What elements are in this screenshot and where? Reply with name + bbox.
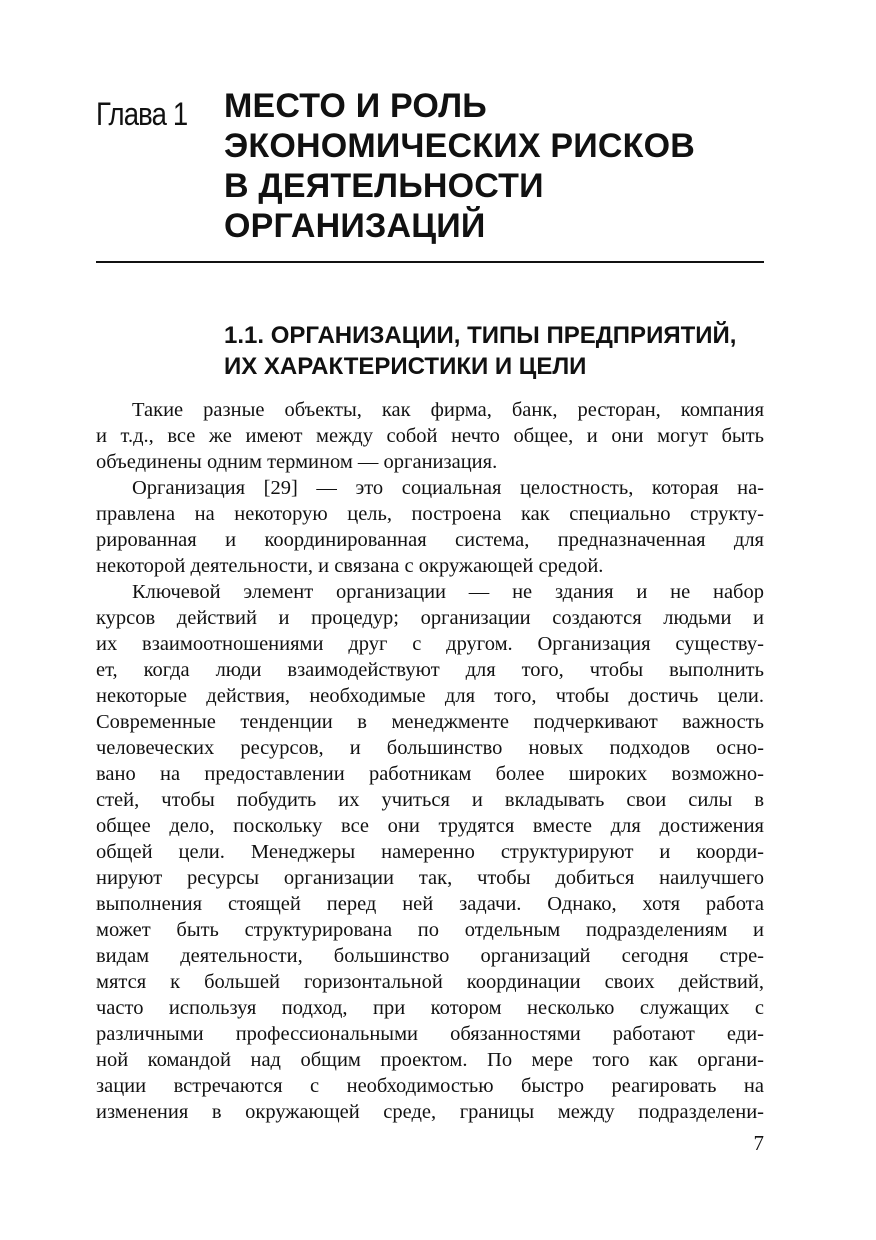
chapter-header — [96, 86, 764, 262]
text-line: Такие разные объекты, как фирма, банк, ресторан, компания — [132, 399, 764, 421]
text-line: зации встречаются с необходимостью быстро реагировать на — [96, 1075, 764, 1097]
chapter-title-line: МЕСТО И РОЛЬ — [224, 87, 487, 125]
text-line: их взаимоотношениями друг с другом. Организация существу- — [96, 633, 764, 655]
text-line: ет, когда люди взаимодействуют для того, чтобы выполнить — [96, 659, 764, 681]
text-line: изменения в окружающей среде, границы между подразделени- — [96, 1101, 764, 1123]
text-line: Ключевой элемент организации — не здания и не набор — [132, 581, 764, 603]
text-line: часто используя подход, при котором несколько служащих с — [96, 997, 764, 1019]
body-text — [96, 397, 764, 1125]
text-line: и т.д., все же имеют между собой нечто общее, и они могут быть — [96, 425, 764, 447]
text-line: объединены одним термином — организация. — [96, 451, 498, 473]
section-title-line: ИХ ХАРАКТЕРИСТИКИ И ЦЕЛИ — [224, 353, 587, 380]
text-line: человеческих ресурсов, и большинство новых подходов осно- — [96, 737, 764, 759]
text-line: общей цели. Менеджеры намеренно структурируют и коорди- — [96, 841, 764, 863]
text-line: мятся к большей горизонтальной координации своих действий, — [96, 971, 764, 993]
chapter-label: Глава 1 — [96, 96, 188, 132]
text-line: рированная и координированная система, предназначенная для — [96, 529, 764, 551]
text-line: выполнения стоящей перед ней задачи. Однако, хотя работа — [96, 893, 764, 915]
page-number: 7 — [753, 1131, 764, 1155]
paragraph — [96, 397, 764, 475]
text-line: вано на предоставлении работникам более широких возможно- — [96, 763, 764, 785]
chapter-title-line: В ДЕЯТЕЛЬНОСТИ — [224, 167, 544, 205]
text-line: различными профессиональными обязанностями работают еди- — [96, 1023, 764, 1045]
text-line: Организация [29] — это социальная целостность, которая на- — [132, 477, 764, 499]
text-line: видам деятельности, большинство организаций сегодня стре- — [96, 945, 764, 967]
text-line: нируют ресурсы организации так, чтобы добиться наилучшего — [96, 867, 764, 889]
text-line: может быть структурирована по отдельным подразделениям и — [96, 919, 764, 941]
section-title — [224, 320, 764, 382]
text-line: некоторой деятельности, и связана с окружающей средой. — [96, 555, 604, 577]
text-line: стей, чтобы побудить их учиться и вкладывать свои силы в — [96, 789, 764, 811]
section-title-line: 1.1. ОРГАНИЗАЦИИ, ТИПЫ ПРЕДПРИЯТИЙ, — [224, 322, 737, 349]
text-line: некоторые действия, необходимые для того, чтобы достичь цели. — [96, 685, 764, 707]
text-line: Современные тенденции в менеджменте подчеркивают важность — [96, 711, 764, 733]
chapter-divider — [96, 261, 764, 263]
paragraph — [96, 475, 764, 579]
text-line: правлена на некоторую цель, построена как специально структу- — [96, 503, 764, 525]
chapter-title-line: ОРГАНИЗАЦИЙ — [224, 207, 486, 245]
text-line: ной командой над общим проектом. По мере того как органи- — [96, 1049, 764, 1071]
text-line: курсов действий и процедур; организации создаются людьми и — [96, 607, 764, 629]
chapter-title-line: ЭКОНОМИЧЕСКИХ РИСКОВ — [224, 127, 696, 165]
text-line: общее дело, поскольку все они трудятся вместе для достижения — [96, 815, 764, 837]
chapter-title — [224, 86, 764, 246]
paragraph — [96, 579, 764, 1125]
